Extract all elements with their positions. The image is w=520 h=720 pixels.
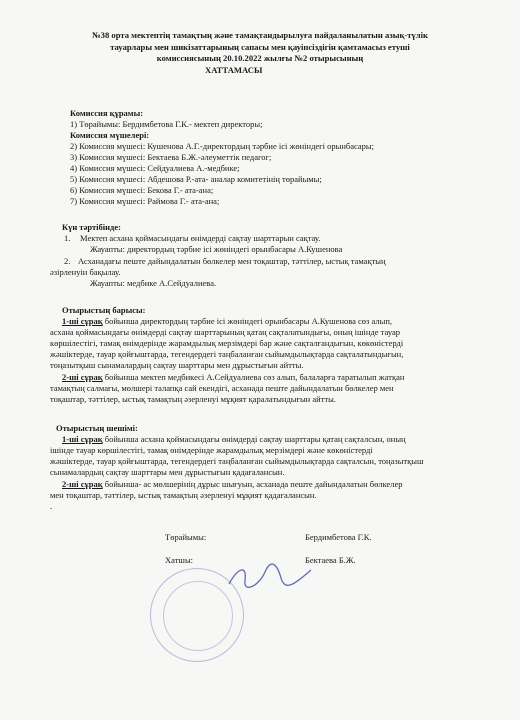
decision-heading: Отырыстың шешімі:: [56, 423, 138, 433]
title-line-3: комиссиясының 20.10.2022 жылғы №2 отырысының: [156, 53, 364, 63]
title-line-1: №38 орта мектептің тамақтың және тамақтандырылуға пайдаланылатын азық-түлік: [92, 30, 428, 40]
title-line-4: ХАТТАМАСЫ: [205, 64, 263, 75]
agenda-item-2-responsible: Жауапты: медбике А.Сейдуалиева.: [90, 278, 217, 288]
commission-member: 6) Комиссия мүшесі: Бекова Г.- ата-ана;: [70, 185, 214, 195]
decision-2-label: 2-ші сұрақ: [62, 479, 103, 489]
document-title: [40, 30, 480, 76]
agenda-heading: Күн тәртібінде:: [62, 222, 121, 232]
proceedings-q1-line-1: [62, 316, 392, 327]
commission-member: 5) Комиссия мүшесі: Абдешова Р.-ата- аналар комитетінің төрайымы;: [70, 174, 322, 184]
decision-d2-line-2: мен тоқаштар, тәттілер, ыстық тамақтың әзерленуі мұқият қадағалансын.: [50, 490, 317, 500]
proceedings-q1-line-5: тоңазытқыш сынамалардың сақтау шарттары мен дұрыстығын айтты.: [50, 360, 304, 370]
agenda-item-2-line-2: әзірленуін бақылау.: [50, 267, 121, 277]
question-2-label: 2-ші сұрақ: [62, 372, 103, 382]
commission-heading: Комиссия құрамы:: [70, 108, 144, 118]
decision-d2-line-1: [62, 479, 403, 490]
proceedings-q2-text: бойынша мектеп медбикесі А.Сейдуалиева сөз алып, балаларға таратылып жатқан: [102, 372, 405, 382]
decision-d2-text: бойынша- ас мөлшерінің дұрыс шығуын, асханада пеште дайындалатын бөлкелер: [102, 479, 403, 489]
agenda-item-1-number: 1.: [64, 233, 71, 243]
chair-signature-name: Бердимбетова Г.К.: [305, 532, 372, 542]
chair-signature-label: Төрайымы:: [165, 532, 207, 542]
proceedings-q1-line-3: көршілестігі, тамақ өнімдерінде жарамдылық мерзімдері бар және сақталғандығын, көкөністерді: [50, 338, 404, 348]
agenda-item-1: Мектеп асхана қоймасындағы өнімдерді сақтау шарттарын сақтау.: [80, 233, 321, 243]
proceedings-q2-line-1: [62, 372, 404, 383]
proceedings-q2-line-2: тамақтың салмағы, мөлшері талапқа сай екендігі, асханада пеште дайындалатын бөлкелер мен: [50, 383, 394, 393]
proceedings-q2-line-3: тоқаштар, тәттілер, ыстық тамақтың әзерленуі мұқият қаралатындығын айтты.: [50, 394, 336, 404]
proceedings-q1-text: бойынша директордың тәрбие ісі жөніндегі орынбасары А.Кушенова сөз алып,: [102, 316, 393, 326]
title-line-2: тауарлары мен шикізаттарының сапасы мен қауіпсіздігін қамтамасыз етуші: [110, 41, 410, 52]
signature-icon: [225, 560, 315, 592]
agenda-item-2-number: 2.: [64, 256, 71, 266]
stamp-inner-ring: [163, 581, 233, 651]
commission-members-heading: Комиссия мүшелері:: [70, 130, 150, 140]
commission-member: 2) Комиссия мүшесі: Кушенова А.Г.-директордың тәрбие ісі жөніндегі орынбасары;: [70, 141, 374, 151]
commission-chair: 1) Төрайымы: Бердимбетова Г.К.- мектеп директоры;: [70, 119, 263, 129]
decision-d1-line-4: сынамалардың сақтау шарттары мен дұрыстығын қадағалансын.: [50, 467, 285, 477]
decision-d1-line-2: ішінде тауар көршілестігі, тамақ өнімдерінде жарамдылық мерзімдері және көкөністерді: [50, 445, 373, 455]
decision-d1-line-1: [62, 434, 406, 445]
secretary-signature-label: Хатшы:: [165, 555, 194, 565]
decision-dot: .: [50, 501, 53, 511]
agenda-item-2-line-1: Асханадағы пеште дайындалатын бөлкелер мен тоқаштар, тәттілер, ыстық тамақтың: [78, 256, 386, 266]
decision-d1-text: бойынша асхана қоймасындағы өнімдерді сақтау шарттары қатаң сақталсын, оның: [102, 434, 406, 444]
proceedings-heading: Отырыстың барысы:: [62, 305, 146, 315]
decision-d1-line-3: жәшіктерде, тауар қойғыштарда, тегендердегі таңбаланған сыйымдылықтарда сақталсын, тоңазытқыш: [50, 456, 424, 466]
commission-member: 7) Комиссия мүшесі: Раймова Г.- ата-ана;: [70, 196, 220, 206]
commission-member: 4) Комиссия мүшесі: Сейдуалиева А.-медбике;: [70, 163, 240, 173]
commission-member: 3) Комиссия мүшесі: Бектаева Б.Ж.-әлеуметтік педагог;: [70, 152, 272, 162]
question-1-label: 1-ші сұрақ: [62, 316, 103, 326]
agenda-item-1-responsible: Жауапты: директордың тәрбие ісі жөніндегі орынбасары А.Кушенова: [90, 244, 343, 254]
secretary-signature-name: Бектаева Б.Ж.: [305, 555, 356, 565]
proceedings-q1-line-2: асхана қоймасындағы өнімдерді сақтау шарттарының қатаң сақталатындығы, оның ішінде тауар: [50, 327, 401, 337]
decision-1-label: 1-ші сұрақ: [62, 434, 103, 444]
proceedings-q1-line-4: жәшіктерде, тауар қойғыштарда, тегендердегі таңбаланған сыйымдылықтарда сақталатындығын,: [50, 349, 404, 359]
